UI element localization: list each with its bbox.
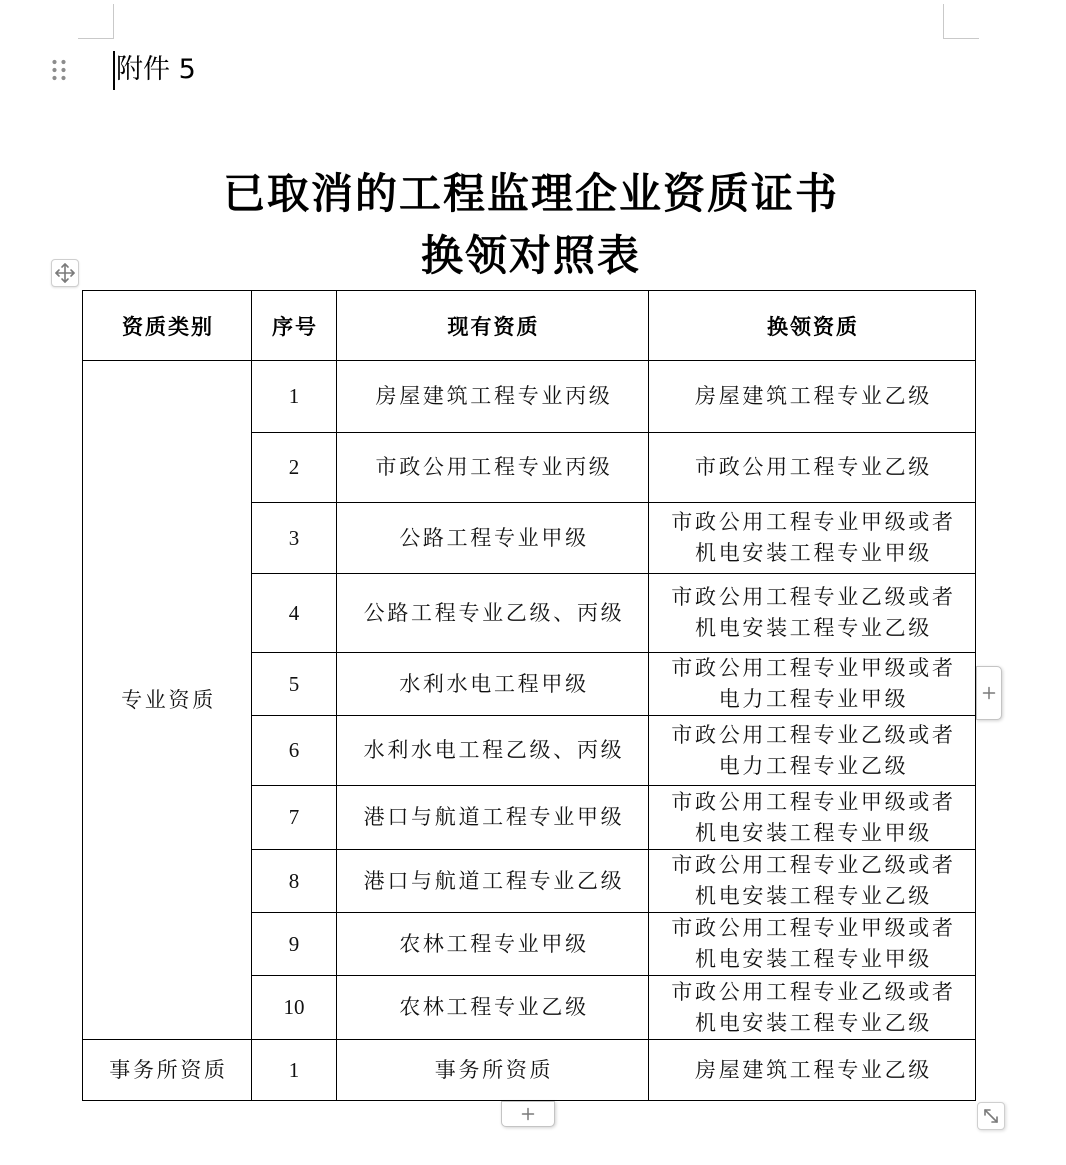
page-margin-corner-mark <box>943 4 944 39</box>
row-number-cell[interactable]: 4 <box>252 574 337 653</box>
replacement-qualification-cell[interactable]: 市政公用工程专业乙级或者 电力工程专业乙级 <box>649 716 976 786</box>
table-header <box>83 291 976 361</box>
current-qualification-cell[interactable]: 公路工程专业乙级、丙级 <box>337 574 649 653</box>
replacement-qualification-cell[interactable]: 市政公用工程专业乙级或者 机电安装工程专业乙级 <box>649 850 976 913</box>
current-qualification-cell[interactable]: 公路工程专业甲级 <box>337 503 649 574</box>
table-row <box>83 1040 976 1101</box>
category-cell[interactable]: 事务所资质 <box>83 1040 252 1101</box>
replacement-qualification-cell[interactable]: 市政公用工程专业乙级或者 机电安装工程专业乙级 <box>649 574 976 653</box>
replacement-qualification-cell[interactable]: 市政公用工程专业乙级或者 机电安装工程专业乙级 <box>649 976 976 1040</box>
row-number-cell[interactable]: 9 <box>252 913 337 976</box>
header-replacement-qualification[interactable]: 换领资质 <box>649 291 976 361</box>
header-row <box>83 291 976 361</box>
table-resize-handle[interactable] <box>977 1102 1005 1130</box>
table-body <box>83 361 976 1101</box>
current-qualification-cell[interactable]: 事务所资质 <box>337 1040 649 1101</box>
document-title-line-2: 换领对照表 <box>420 234 641 280</box>
row-number-cell[interactable]: 5 <box>252 653 337 716</box>
row-number-cell[interactable]: 3 <box>252 503 337 574</box>
current-qualification-cell[interactable]: 水利水电工程甲级 <box>337 653 649 716</box>
table-row <box>83 361 976 433</box>
diagonal-resize-arrows-icon <box>981 1106 1001 1126</box>
replacement-qualification-cell[interactable]: 市政公用工程专业甲级或者 机电安装工程专业甲级 <box>649 503 976 574</box>
row-number-cell[interactable]: 10 <box>252 976 337 1040</box>
row-number-cell[interactable]: 8 <box>252 850 337 913</box>
row-number-cell[interactable]: 1 <box>252 361 337 433</box>
header-number[interactable]: 序号 <box>252 291 337 361</box>
current-qualification-cell[interactable]: 港口与航道工程专业甲级 <box>337 786 649 850</box>
drag-dots-icon <box>51 58 67 82</box>
page-margin-corner-mark <box>943 38 979 39</box>
replacement-qualification-cell[interactable]: 房屋建筑工程专业乙级 <box>649 1040 976 1101</box>
row-number-cell[interactable]: 6 <box>252 716 337 786</box>
document-title-line-1: 已取消的工程监理企业资质证书 <box>222 172 839 218</box>
move-arrows-icon <box>54 262 76 284</box>
page-margin-corner-mark <box>78 38 114 39</box>
replacement-qualification-cell[interactable]: 市政公用工程专业甲级或者 机电安装工程专业甲级 <box>649 786 976 850</box>
replacement-qualification-cell[interactable]: 市政公用工程专业甲级或者 机电安装工程专业甲级 <box>649 913 976 976</box>
replacement-qualification-cell[interactable]: 市政公用工程专业甲级或者 电力工程专业甲级 <box>649 653 976 716</box>
header-category[interactable]: 资质类别 <box>83 291 252 361</box>
plus-icon <box>982 686 996 700</box>
current-qualification-cell[interactable]: 港口与航道工程专业乙级 <box>337 850 649 913</box>
current-qualification-cell[interactable]: 农林工程专业甲级 <box>337 913 649 976</box>
category-cell[interactable]: 专业资质 <box>83 361 252 1040</box>
replacement-qualification-cell[interactable]: 市政公用工程专业乙级 <box>649 433 976 503</box>
header-current-qualification[interactable]: 现有资质 <box>337 291 649 361</box>
paragraph-drag-handle[interactable] <box>51 58 67 82</box>
plus-icon <box>521 1107 535 1121</box>
attachment-label: 附件 5 <box>116 54 196 85</box>
current-qualification-cell[interactable]: 市政公用工程专业丙级 <box>337 433 649 503</box>
add-column-button[interactable] <box>976 666 1002 720</box>
row-number-cell[interactable]: 2 <box>252 433 337 503</box>
row-number-cell[interactable]: 7 <box>252 786 337 850</box>
add-row-button[interactable] <box>501 1101 555 1127</box>
table-move-handle[interactable] <box>51 259 79 287</box>
text-cursor <box>113 51 115 90</box>
current-qualification-cell[interactable]: 农林工程专业乙级 <box>337 976 649 1040</box>
qualification-table <box>82 290 976 1101</box>
current-qualification-cell[interactable]: 水利水电工程乙级、丙级 <box>337 716 649 786</box>
current-qualification-cell[interactable]: 房屋建筑工程专业丙级 <box>337 361 649 433</box>
page-margin-corner-mark <box>113 4 114 39</box>
row-number-cell[interactable]: 1 <box>252 1040 337 1101</box>
replacement-qualification-cell[interactable]: 房屋建筑工程专业乙级 <box>649 361 976 433</box>
